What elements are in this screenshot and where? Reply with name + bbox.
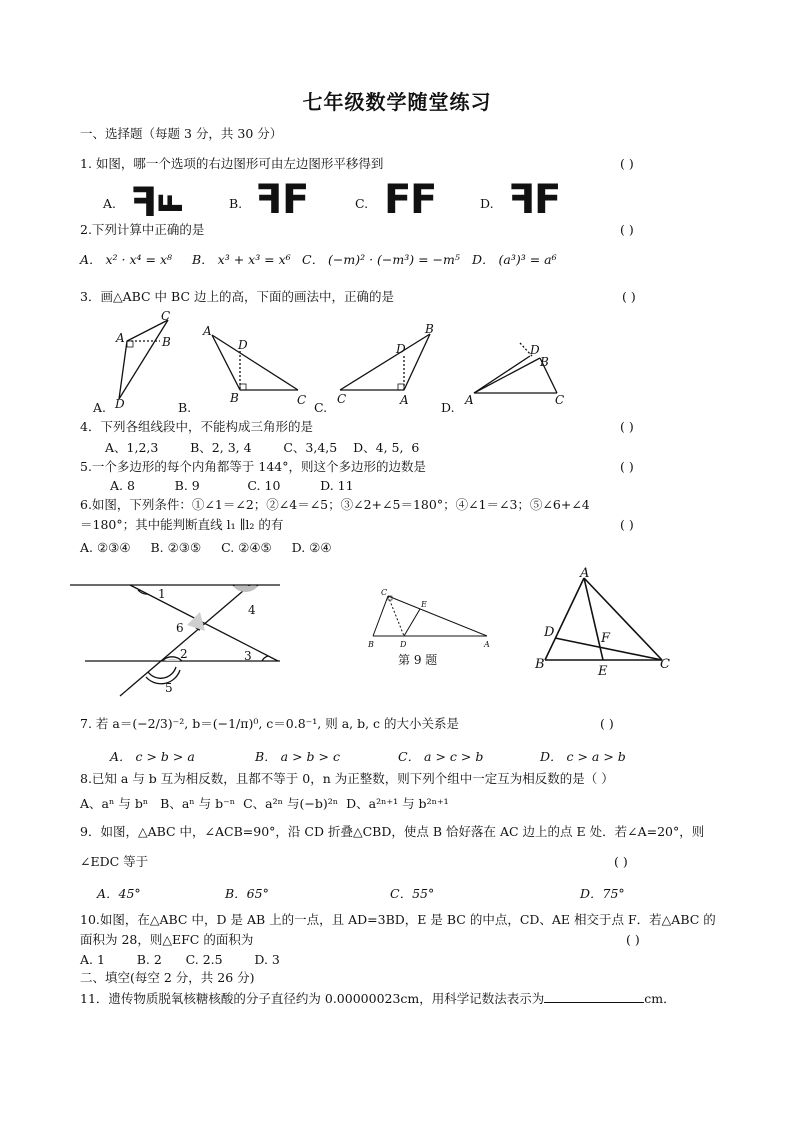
q1-option-c-left-glyph: F <box>384 177 412 223</box>
q6-figure <box>70 585 280 696</box>
q6-angle-1: 1 <box>158 587 166 601</box>
q1-option-a-left-glyph: F <box>130 180 158 226</box>
q7-option-a: A． c > b > a <box>110 749 195 764</box>
q3c-label-c: C <box>337 392 347 406</box>
q7-stem: 7. 若 a＝(−2/3)⁻², b＝(−1/π)⁰, c＝0.8⁻¹, 则 a, b, c 的大小关系是 <box>80 716 460 731</box>
q3-option-d-label: D. <box>441 400 455 415</box>
q8-options: A、aⁿ 与 bⁿ B、aⁿ 与 b⁻ⁿ C、a²ⁿ 与(−b)²ⁿ D、a²ⁿ⁺¹ 与 b²ⁿ⁺¹ <box>80 796 449 811</box>
q2-answer-paren: ( ) <box>620 222 634 237</box>
q3-option-c-label: C. <box>314 400 328 415</box>
q3a-label-d: D <box>115 397 125 411</box>
q1-option-b-label: B. <box>229 196 243 211</box>
q7-option-d: D． c > a > b <box>540 749 626 764</box>
q6-options: A. ②③④ B. ②③⑤ C. ②④⑤ D. ②④ <box>80 540 332 555</box>
q10-label-b: B <box>535 657 545 672</box>
q9-label-e: E <box>421 600 427 609</box>
q4-stem: 4．下列各组线段中，不能构成三角形的是 <box>80 419 313 434</box>
q4-answer-paren: ( ) <box>620 419 634 434</box>
q1-option-c-label: C. <box>355 196 369 211</box>
q2-option-a: A． x² · x⁴ = x⁸ <box>80 252 173 267</box>
q10-label-a: A <box>580 566 590 581</box>
q9-option-c: C．55° <box>390 886 435 901</box>
q11-answer-blank[interactable] <box>544 990 644 1003</box>
q1-option-d-right-glyph: F <box>534 177 562 223</box>
q3b-label-a: A <box>203 324 212 338</box>
q2-option-d: D． (a³)³ = a⁶ <box>472 252 557 267</box>
q3-stem: 3．画△ABC 中 BC 边上的高，下面的画法中，正确的是 <box>80 289 394 304</box>
q6-angle-3: 3 <box>244 649 252 663</box>
q3c-label-a: A <box>400 393 409 407</box>
q3d-label-b: B <box>540 355 549 369</box>
q2-option-c: C． (−m)² · (−m³) = −m⁵ <box>302 252 460 267</box>
q6-angle-2: 2 <box>180 647 188 661</box>
q1-option-b-right-glyph: F <box>282 177 310 223</box>
q6-angle-6: 6 <box>176 621 184 635</box>
q9-stem-line1: 9．如图，△ABC 中，∠ACB=90°，沿 CD 折叠△CBD，使点 B 恰好落在 AC 边上的点 E 处．若∠A=20°，则 <box>80 824 705 839</box>
q3a-label-a: A <box>116 331 125 345</box>
q10-label-d: D <box>544 625 555 640</box>
q1-option-a-right-glyph: F <box>153 192 191 214</box>
q4-options: A、1,2,3 B、2, 3, 4 C、3,4,5 D、4, 5, 6 <box>105 440 420 455</box>
q5-options: A. 8 B. 9 C. 10 D. 11 <box>110 478 354 493</box>
q10-label-f: F <box>601 631 611 646</box>
q5-answer-paren: ( ) <box>620 459 634 474</box>
q5-stem: 5.一个多边形的每个内角都等于 144°，则这个多边形的边数是 <box>80 459 427 474</box>
q10-stem-line1: 10.如图，在△ABC 中，D 是 AB 上的一点，且 AD=3BD，E 是 BC 的中点，CD、AE 相交于点 F．若△ABC 的 <box>80 912 716 927</box>
q9-option-b: B．65° <box>225 886 269 901</box>
q10-figure <box>545 578 662 660</box>
q6-stem-line2: ＝180°；其中能判断直线 l₁ ∥l₂ 的有 <box>80 517 284 532</box>
q9-label-c: C <box>381 588 388 597</box>
q9-figure-caption: 第 9 题 <box>398 653 438 667</box>
q10-stem-line2: 面积为 28，则△EFC 的面积为 <box>80 932 254 947</box>
q10-label-c: C <box>660 657 670 672</box>
q3b-label-c: C <box>297 393 307 407</box>
q3a-label-c: C <box>161 309 171 323</box>
q3b-label-d: D <box>238 338 248 352</box>
q10-label-e: E <box>598 664 608 679</box>
q3d-label-c: C <box>555 393 565 407</box>
q1-option-d-left-glyph: F <box>508 177 536 223</box>
q6-angle-5: 5 <box>165 681 173 695</box>
q6-angle-4: 4 <box>248 603 256 617</box>
q3-answer-paren: ( ) <box>622 289 636 304</box>
q7-option-b: B． a > b > c <box>255 749 340 764</box>
q3d-label-d: D <box>530 343 540 357</box>
section-fill-heading: 二、填空(每空 2 分，共 26 分) <box>80 970 255 985</box>
q3b-label-b: B <box>230 391 239 405</box>
q2-stem: 2.下列计算中正确的是 <box>80 222 205 237</box>
q1-stem: 1. 如图，哪一个选项的右边图形可由左边图形平移得到 <box>80 156 384 171</box>
q7-answer-paren: ( ) <box>600 716 614 731</box>
q9-label-a: A <box>484 640 490 649</box>
q3-option-b-label: B. <box>178 400 192 415</box>
q9-label-d: D <box>400 640 407 649</box>
q9-figure <box>373 596 487 636</box>
q8-stem: 8.已知 a 与 b 互为相反数，且都不等于 0，n 为正整数，则下列个组中一定互为相反数的是（ ） <box>80 771 614 786</box>
q3c-label-d: D <box>396 342 406 356</box>
q10-answer-paren: ( ) <box>626 932 640 947</box>
q1-answer-paren: ( ) <box>620 156 634 171</box>
q11-text: 11．遗传物质脱氧核糖核酸的分子直径约为 0.00000023cm，用科学记数法表示为 <box>80 991 545 1006</box>
section-choice-heading: 一、选择题（每题 3 分，共 30 分） <box>80 126 283 141</box>
q3d-label-a: A <box>465 393 474 407</box>
q6-answer-paren: ( ) <box>620 517 634 532</box>
q3a-label-b: B <box>162 335 171 349</box>
q9-stem-line2: ∠EDC 等于 <box>80 854 149 869</box>
q7-option-c: C． a > c > b <box>398 749 484 764</box>
q11-line <box>80 990 676 1007</box>
q10-options: A. 1 B. 2 C. 2.5 D. 3 <box>80 952 280 967</box>
q9-option-a: A．45° <box>97 886 141 901</box>
q1-option-c-right-glyph: F <box>410 177 438 223</box>
q6-stem-line1: 6.如图，下列条件：①∠1＝∠2；②∠4＝∠5；③∠2+∠5＝180°；④∠1＝∠3；⑤∠6+∠4 <box>80 497 590 512</box>
q1-option-d-label: D. <box>480 196 494 211</box>
q9-answer-paren: ( ) <box>614 854 628 869</box>
q2-option-b: B． x³ + x³ = x⁶ <box>192 252 291 267</box>
q1-option-b-left-glyph: F <box>255 177 283 223</box>
q3-option-a-label: A. <box>93 400 107 415</box>
q9-label-b: B <box>368 640 374 649</box>
page-title: 七年级数学随堂练习 <box>302 90 492 114</box>
q1-option-a-label: A. <box>103 196 117 211</box>
q11-unit: cm． <box>644 991 676 1006</box>
q3c-label-b: B <box>425 322 434 336</box>
q9-option-d: D．75° <box>580 886 625 901</box>
